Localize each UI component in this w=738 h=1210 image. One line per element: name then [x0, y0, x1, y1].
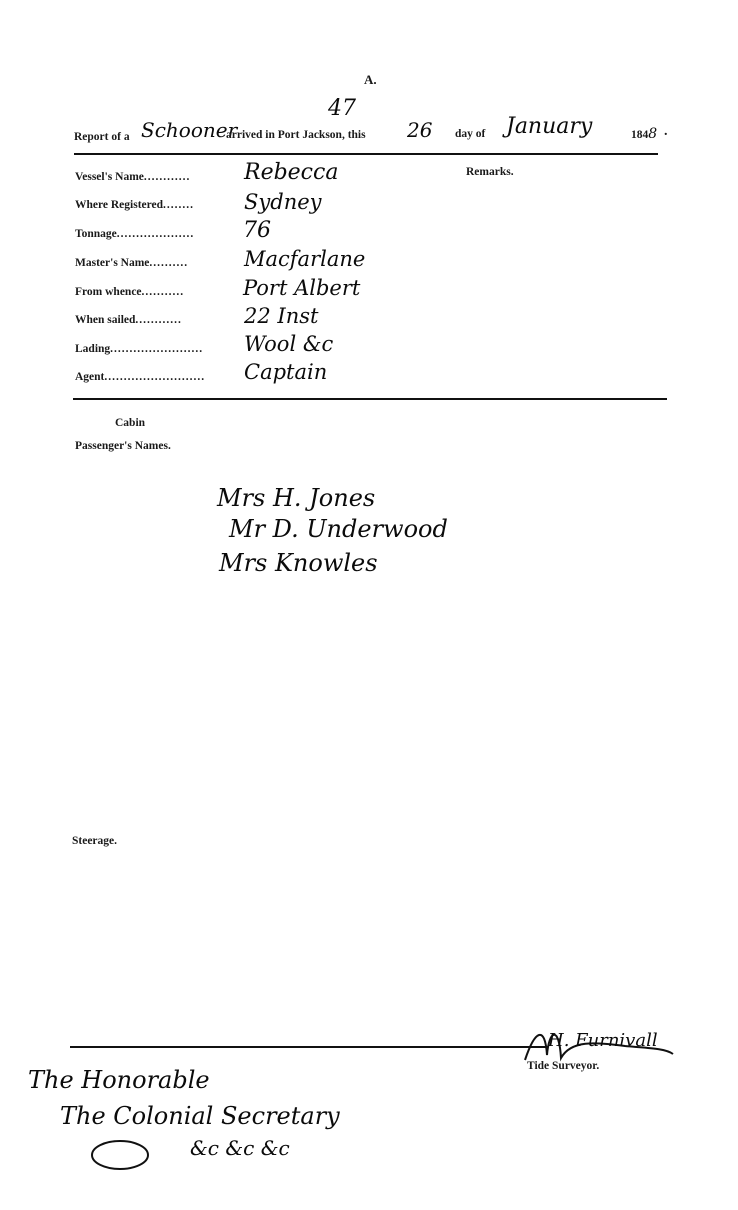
- signature-title: Tide Surveyor.: [527, 1060, 600, 1072]
- remarks-label: Remarks.: [466, 166, 514, 178]
- day-of-text: day of: [455, 128, 486, 140]
- steerage-label: Steerage.: [72, 835, 118, 847]
- field-value: 22 Inst: [244, 304, 319, 328]
- address-line: The Colonial Secretary: [60, 1102, 340, 1130]
- report-day: 26: [407, 118, 433, 142]
- vessel-type: Schooner: [141, 118, 238, 142]
- cabin-label: Cabin: [115, 417, 146, 429]
- field-value: Captain: [244, 360, 328, 384]
- passenger-name: Mr D. Underwood: [229, 515, 448, 543]
- field-value: Macfarlane: [244, 247, 366, 271]
- field-value: 76: [243, 218, 271, 243]
- field-label: Lading........................: [75, 343, 204, 355]
- year-printed: 184: [631, 129, 649, 141]
- field-label: Where Registered........: [75, 199, 195, 211]
- field-label: From whence...........: [75, 286, 185, 298]
- folio-number: 47: [328, 96, 356, 121]
- field-label: Agent..........................: [75, 371, 206, 383]
- signature-name: H. Furnivall: [548, 1030, 658, 1051]
- report-end: .: [664, 124, 668, 139]
- field-value: Wool &c: [244, 332, 334, 356]
- field-value: Port Albert: [243, 276, 361, 300]
- arrived-text: arrived in Port Jackson, this: [226, 129, 366, 141]
- field-value: Rebecca: [244, 160, 339, 185]
- passenger-names-label: Passenger's Names.: [75, 440, 171, 452]
- address-line: The Honorable: [28, 1066, 210, 1094]
- report-year: [631, 126, 657, 142]
- address-line: &c &c &c: [190, 1136, 290, 1160]
- page-letter: A.: [364, 72, 377, 87]
- report-prefix: Report of a: [74, 131, 130, 143]
- field-value: Sydney: [244, 190, 322, 214]
- address-loop: [90, 1135, 160, 1175]
- passenger-name: Mrs H. Jones: [217, 484, 376, 512]
- passenger-name: Mrs Knowles: [219, 549, 378, 577]
- fields-rule: [73, 398, 667, 400]
- year-written: 8: [648, 126, 658, 142]
- field-label: Master's Name..........: [75, 257, 189, 269]
- report-month: January: [506, 114, 593, 139]
- header-rule: [74, 153, 658, 155]
- field-label: When sailed............: [75, 314, 182, 326]
- signature-rule: [70, 1046, 548, 1048]
- field-label: Tonnage....................: [75, 228, 195, 240]
- field-label: Vessel's Name............: [75, 171, 191, 183]
